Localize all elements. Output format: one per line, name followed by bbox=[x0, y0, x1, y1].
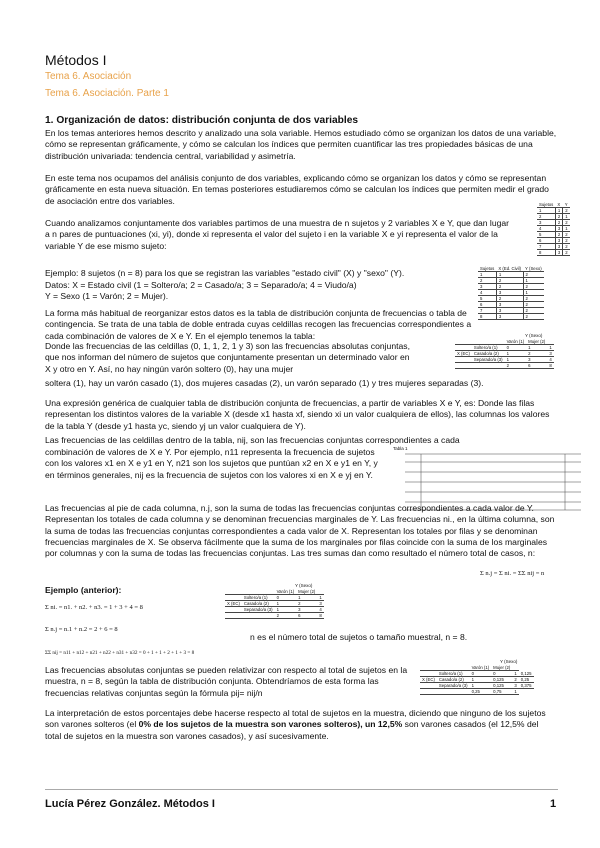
paragraph-cell-freq-2: combinación de valores de X e Y. Por ejemplo, n11 representa la frecuencia de sujetos con los valores x1 en X e y1 en Y, n21 son los sujetos que puntúan x2 en X e y1 en Y, y en términos generales, nij es la frecuencia de sujetos con los valores xi en X e yj en Y. bbox=[45, 447, 378, 480]
table-total-cell: 2 bbox=[275, 613, 297, 619]
table-cell: 0 bbox=[470, 671, 492, 677]
table-cell: 3 bbox=[555, 250, 562, 256]
topic-subtitle: Tema 6. Asociación bbox=[45, 71, 132, 82]
contingency-table bbox=[455, 333, 554, 369]
table-cell: 3 bbox=[478, 284, 496, 290]
table-cell: 4 bbox=[549, 357, 552, 362]
footer-divider bbox=[45, 789, 558, 790]
table-cell: 2 bbox=[523, 284, 544, 290]
interp-part-2: son varones casados (el 12,5% del total de sujetos en la muestra son varones casados), y así sucesivamente. bbox=[45, 719, 539, 741]
table-cell: 4 bbox=[319, 607, 322, 612]
paragraph-contingency: La forma más habitual de reorganizar estos datos es la tabla de distribución conjunta de frecuencias o tabla de contingencia. Se trata de una tabla de doble entrada cuyas celdillas recogen las frecuencias correspondientes a cada combinación de valores de X e Y. En el ejemplo tenemos la tabla: bbox=[45, 308, 472, 341]
table-cell: 3 bbox=[537, 220, 555, 226]
table-cell: 1 bbox=[523, 290, 544, 296]
table-total-cell: 1 bbox=[514, 689, 517, 694]
table-header-cell: Varón (1) bbox=[506, 339, 525, 344]
table-cell: 1 bbox=[296, 595, 317, 601]
table-cell bbox=[225, 613, 242, 619]
table-cell: 5 bbox=[537, 232, 555, 238]
table-cell: 3 bbox=[555, 244, 562, 250]
table-header-cell: Sujetos bbox=[539, 202, 554, 207]
table-cell: 1 bbox=[275, 607, 297, 613]
part-subtitle: Tema 6. Asociación. Parte 1 bbox=[45, 88, 169, 99]
table-cell bbox=[420, 689, 437, 695]
table-cell: 0,25 bbox=[519, 677, 534, 683]
table-cell: Separado/a (3) bbox=[473, 357, 503, 362]
table-cell: 2 bbox=[478, 278, 496, 284]
table-cell: Separado/a (3) bbox=[438, 683, 468, 688]
table-cell: Soltero/a (1) bbox=[472, 345, 505, 351]
y-axis-label-relative: Y (Sexo) bbox=[500, 659, 518, 664]
table-cell: 3 bbox=[496, 290, 523, 296]
x-axis-label: X (EC) bbox=[457, 351, 470, 356]
y-axis-label-repeat: Y (Sexo) bbox=[295, 583, 313, 588]
table-cell bbox=[437, 689, 470, 695]
table-header-cell: Mujer (2) bbox=[298, 589, 316, 594]
table-cell: 1 bbox=[537, 208, 555, 214]
table-header-cell: Varón (1) bbox=[276, 589, 295, 594]
table-cell: 0 bbox=[491, 671, 512, 677]
table-header-cell: Mujer (2) bbox=[493, 665, 511, 670]
interp-part-1: La interpretación de estos porcentajes debe hacerse respecto al total de sujetos en la muestra, diciendo que ninguno de los sujetos son varones solteros (el bbox=[45, 708, 546, 730]
table-cell: 2 bbox=[526, 351, 547, 357]
paragraph-joint-freq: Donde las frecuencias de las celdillas (0, 1, 1, 2, 1 y 3) son las frecuencias absolutas conjuntas, que nos informan del número de sujetos que conjuntamente presentan un determinado valor en X y otro en Y. Así, no hay ningún varón soltero (0), hay una mujer bbox=[45, 341, 410, 374]
table-cell: Casado/a (2) bbox=[242, 601, 275, 607]
table-cell: 7 bbox=[478, 308, 496, 314]
example-line: Ejemplo: 8 sujetos (n = 8) para los que se registran las variables "estado civil" (X) y "sexo" (Y). bbox=[45, 268, 405, 278]
table-header-cell: X bbox=[555, 202, 562, 208]
data-x-line: Datos: X = Estado civil (1 = Soltero/a; 2 = Casado/a; 3 = Separado/a; 4 = Viudo/a) bbox=[45, 280, 357, 290]
table-cell: 0 bbox=[505, 345, 527, 351]
table-total-cell: 8 bbox=[319, 613, 322, 618]
relative-table bbox=[420, 659, 534, 695]
paragraph-intro: En los temas anteriores hemos descrito y analizado una sola variable. Hemos estudiado cómo se organizan los datos de una variable, cómo se representan gráficamente, y cómo se calculan los índices que permiten cuantificar las tres propiedades básicas de una distribución univariada: tendencia central, variabilidad y asimetría. bbox=[45, 128, 557, 161]
table-cell: 3 bbox=[319, 601, 322, 606]
table-cell: 3 bbox=[496, 314, 523, 320]
paragraph-joint-freq-end: soltera (1), hay un varón casado (1), dos mujeres casadas (2), un varón separado (1) y tres mujeres separadas (3). bbox=[45, 378, 484, 388]
example-label: Ejemplo (anterior): bbox=[45, 585, 122, 595]
civil-table bbox=[478, 266, 544, 320]
table-cell bbox=[472, 363, 505, 369]
total-sum-equation: Σ n.j = Σ ni. = ΣΣ nij = n bbox=[480, 570, 545, 577]
paragraph-generic: Una expresión genérica de cualquier tabla de distribución conjunta de frecuencias, a partir de variables X e Y, es: Donde las filas representan los distintos valores de la variable X (desde x1 hasta xf, siendo xi un valor cualquiera de ellos), las columnas los valores de la tabla Y (desde y1 hasta yc, siendo yj un valor cualquiera de Y). bbox=[45, 398, 550, 431]
table-cell: 3 bbox=[549, 351, 552, 356]
table-cell: 1 bbox=[505, 357, 527, 363]
table-cell: 6 bbox=[478, 302, 496, 308]
table-cell: 3 bbox=[555, 226, 562, 232]
table-cell: 1 bbox=[549, 345, 552, 350]
table-total-cell: 0,25 bbox=[470, 689, 492, 695]
table-cell bbox=[242, 613, 275, 619]
data-y-line: Y = Sexo (1 = Varón; 2 = Mujer). bbox=[45, 291, 169, 301]
table-cell: 2 bbox=[537, 214, 555, 220]
table-cell: 0 bbox=[275, 595, 297, 601]
table-header-cell: Mujer (2) bbox=[528, 339, 546, 344]
table-cell: 2 bbox=[563, 244, 570, 250]
table-cell: 1 bbox=[470, 677, 492, 683]
table-cell: 7 bbox=[537, 244, 555, 250]
table-cell: 1 bbox=[275, 601, 297, 607]
table-cell: 2 bbox=[555, 220, 562, 226]
paragraph-pairs: Cuando analizamos conjuntamente dos variables partimos de una muestra de n sujetos y 2 variables X e Y, que dan lugar a n pares de puntuaciones (xi, yi), donde xi representa el valor del sujeto i en la variable X e yi representa el valor de la variable Y de ese mismo sujeto: bbox=[45, 218, 510, 251]
table-cell: 0,125 bbox=[491, 677, 512, 683]
sample-size-text: n es el número total de sujetos o tamaño muestral, n = 8. bbox=[250, 632, 468, 642]
table-cell: 2 bbox=[563, 238, 570, 244]
table-cell: 2 bbox=[563, 220, 570, 226]
table-header-cell: Y bbox=[563, 202, 570, 208]
table-cell: 1 bbox=[496, 272, 523, 278]
table-header-cell: Y (Sexo) bbox=[525, 266, 542, 271]
table-cell: 2 bbox=[523, 314, 544, 320]
table-cell: Soltero/a (1) bbox=[437, 671, 470, 677]
contingency-table-repeat bbox=[225, 583, 324, 619]
table-cell: 2 bbox=[514, 677, 517, 682]
table-cell: 0,125 bbox=[491, 683, 512, 689]
table-cell: 2 bbox=[523, 308, 544, 314]
table-cell: 4 bbox=[537, 226, 555, 232]
table-cell: 2 bbox=[496, 284, 523, 290]
table-cell: 2 bbox=[496, 296, 523, 302]
table-cell: 1 bbox=[563, 226, 570, 232]
y-axis-label: Y (Sexo) bbox=[525, 333, 543, 338]
table-cell: 1 bbox=[555, 208, 562, 214]
row-marginal-equation: Σ ni. = n1. + n2. + n3. = 1 + 3 + 4 = 8 bbox=[45, 604, 143, 611]
table-cell: 5 bbox=[478, 296, 496, 302]
table-cell: 2 bbox=[555, 214, 562, 220]
table-cell: 2 bbox=[523, 272, 544, 278]
table-cell: 8 bbox=[537, 250, 555, 256]
table-cell: 1 bbox=[514, 671, 517, 676]
table-cell: 6 bbox=[537, 238, 555, 244]
table-cell: 1 bbox=[319, 595, 322, 600]
table-cell bbox=[455, 363, 472, 369]
table-cell: 0,125 bbox=[520, 670, 532, 676]
table-cell: 1 bbox=[526, 345, 547, 351]
section-heading: 1. Organización de datos: distribución conjunta de dos variables bbox=[45, 115, 359, 126]
subjects-table bbox=[537, 202, 570, 256]
generic-table-label: Tabla 1 bbox=[393, 446, 408, 451]
table-cell: Casado/a (2) bbox=[437, 677, 470, 683]
table-cell: 3 bbox=[514, 683, 517, 688]
table-cell: 4 bbox=[478, 290, 496, 296]
x-axis-label: X (EC) bbox=[422, 677, 435, 682]
table-cell: 1 bbox=[478, 272, 496, 278]
table-cell: 1 bbox=[523, 278, 544, 284]
x-axis-label: X (EC) bbox=[227, 601, 240, 606]
table-header-cell: Sujetos bbox=[480, 266, 495, 271]
table-cell: Soltero/a (1) bbox=[242, 595, 275, 601]
table-cell: 3 bbox=[555, 238, 562, 244]
table-total-cell: 0,75 bbox=[491, 689, 512, 695]
table-cell: 2 bbox=[563, 232, 570, 238]
paragraph-marginals: Las frecuencias al pie de cada columna, n.j, son la suma de todas las frecuencias conjuntas correspondientes a cada valor de Y. Representan los totales de cada columna y se denominan frecuencias marginales de Y. Las frecuencias ni., en la última columna, son la suma de todas las frecuencias conjuntas correspondientes a cada valor de X. Representan los totales por filas y se denominan frecuencias marginales de X. Se observa fácilmente que la suma de los marginales por filas coincide con la suma de los marginales por columnas y con la suma de todas las frecuencias conjuntas. Las tres sumas dan como resultado el número total de casos, n: bbox=[45, 503, 555, 559]
table-cell: 2 bbox=[563, 250, 570, 256]
table-total-cell: 6 bbox=[296, 613, 317, 619]
table-cell: 1 bbox=[470, 683, 492, 689]
page-number: 1 bbox=[550, 798, 557, 810]
column-marginal-equation: Σ n.j = n.1 + n.2 = 2 + 6 = 8 bbox=[45, 626, 118, 633]
table-cell: 2 bbox=[563, 208, 570, 214]
table-total-cell: 8 bbox=[549, 363, 552, 368]
interp-zero: 0% de los sujetos de la muestra son varones solteros), un bbox=[138, 719, 378, 730]
joint-sum-equation: ΣΣ nij = n11 + n12 + n21 + n22 + n31 + n32 = 0 + 1 + 1 + 2 + 1 + 3 = 8 bbox=[45, 650, 195, 656]
table-cell: 2 bbox=[523, 296, 544, 302]
paragraph-two-variables: En este tema nos ocupamos del análisis conjunto de dos variables, explicando cómo se organizan los datos y cómo se representan gráficamente en esta nueva situación. En temas posteriores estudiaremos cómo se calculan los índices que permiten medir el grado de asociación entre dos variables. bbox=[45, 173, 549, 206]
table-cell: 8 bbox=[478, 314, 496, 320]
table-header-cell: Varón (1) bbox=[471, 665, 490, 670]
table-cell: 2 bbox=[296, 601, 317, 607]
paragraph-cell-freq: Las frecuencias de las celdillas dentro de la tabla, nij, son las frecuencias conjuntas correspondientes a cada bbox=[45, 435, 460, 445]
paragraph-relative: Las frecuencias absolutas conjuntas se pueden relativizar con respecto al total de sujetos en la muestra, n = 8, según la tabla de distribución conjunta. Obtendríamos de esta forma las frecuencias relativas conjuntas según la fórmula pij= nij/n bbox=[45, 665, 408, 698]
table-row bbox=[537, 250, 570, 256]
table-cell: Separado/a (3) bbox=[243, 607, 273, 612]
table-cell: 1 bbox=[505, 351, 527, 357]
page-title: Métodos I bbox=[45, 52, 107, 68]
table-cell: Casado/a (2) bbox=[472, 351, 505, 357]
table-cell: 2 bbox=[496, 278, 523, 284]
table-cell: 3 bbox=[526, 357, 547, 363]
table-cell: 2 bbox=[523, 302, 544, 308]
table-total-cell: 2 bbox=[505, 363, 527, 369]
table-total-cell: 6 bbox=[526, 363, 547, 369]
table-cell: 1 bbox=[563, 214, 570, 220]
table-cell: 3 bbox=[496, 308, 523, 314]
interp-percent: 12,5% bbox=[377, 719, 403, 730]
table-cell: 2 bbox=[555, 232, 562, 238]
table-header-cell: X (Ed. Civil) bbox=[498, 266, 522, 271]
table-cell: 3 bbox=[496, 302, 523, 308]
paragraph-interpretation bbox=[45, 708, 557, 742]
footer-author: Lucía Pérez González. Métodos I bbox=[45, 798, 215, 810]
table-cell: 0,375 bbox=[520, 683, 532, 688]
table-cell: 3 bbox=[296, 607, 317, 613]
table-row bbox=[478, 314, 544, 320]
